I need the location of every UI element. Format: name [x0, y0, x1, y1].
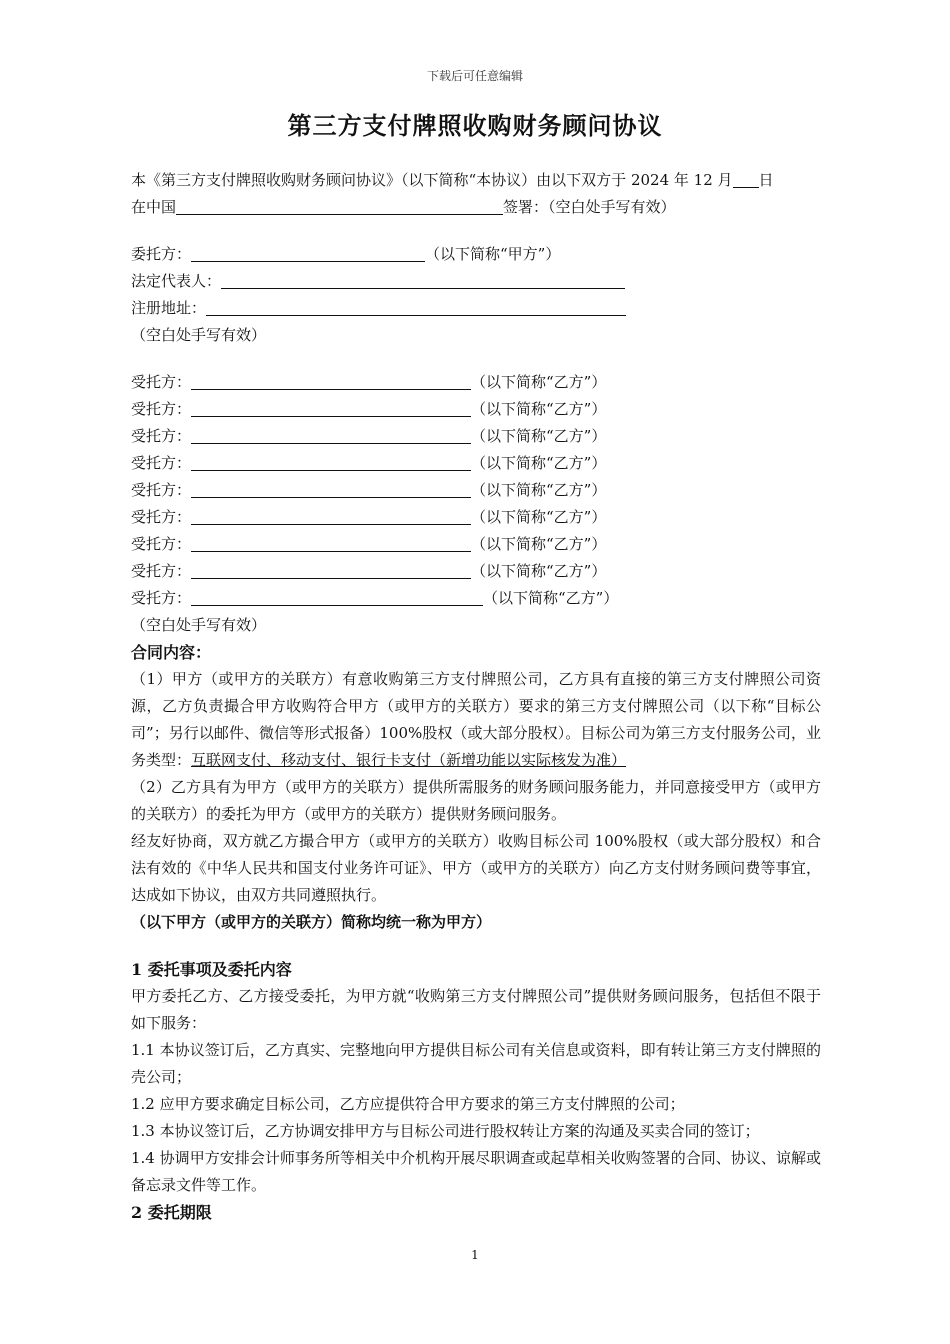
address-line: 注册地址：: [131, 295, 821, 322]
trustee-line: 受托方： （以下简称“乙方”）: [131, 535, 607, 553]
trustee-line: 受托方： （以下简称“乙方”）: [131, 400, 607, 418]
client-blank[interactable]: [191, 243, 425, 262]
trustee-line: 受托方： （以下简称“乙方”）: [131, 508, 607, 526]
trustee-blank[interactable]: [191, 533, 471, 552]
trustee-blank[interactable]: [191, 425, 471, 444]
legal-rep-blank[interactable]: [221, 270, 625, 289]
section-1-item: 1.3 本协议签订后，乙方协调安排甲方与目标公司进行股权转让方案的沟通及买卖合同的签订；: [131, 1122, 760, 1140]
trustee-line: 受托方： （以下简称“乙方”）: [131, 373, 607, 391]
legal-rep-line: 法定代表人：: [131, 268, 821, 295]
intro-line-1: 本《第三方支付牌照收购财务顾问协议》（以下简称“本协议）由以下双方于 2024 年 12 月 日: [131, 171, 774, 189]
trustee-blank[interactable]: [191, 398, 471, 417]
section-1-heading: 1 委托事项及委托内容: [131, 960, 292, 979]
section-1-item: 1.2 应甲方要求确定目标公司，乙方应提供符合甲方要求的第三方支付牌照的公司；: [131, 1095, 685, 1113]
party-a-note: （空白处手写有效）: [131, 326, 267, 344]
trustee-blank[interactable]: [191, 371, 471, 390]
document-title: 第三方支付牌照收购财务顾问协议: [287, 111, 663, 140]
contract-paragraph-1: （1）甲方（或甲方的关联方）有意收购第三方支付牌照公司，乙方具有直接的第三方支付牌照公司资源，乙方负责撮合甲方收购符合甲方（或甲方的关联方）要求的第三方支付牌照公司（以下称“目标公司”；另行以邮件、微信等形式报备）100%股权（或大部分股权）。目标公司为第三方支付服务公司，业务类型：互联网支付、移动支付、银行卡支付（新增功能以实际核发为准）: [131, 670, 821, 769]
trustee-blank[interactable]: [191, 479, 471, 498]
trustee-line: 受托方： （以下简称“乙方”）: [131, 427, 607, 445]
day-blank[interactable]: [733, 169, 759, 188]
client-line: 委托方： （以下简称“甲方”）: [131, 245, 561, 263]
section-1-intro: 甲方委托乙方、乙方接受委托，为甲方就“收购第三方支付牌照公司”提供财务顾问服务，包括但不限于如下服务：: [131, 987, 821, 1032]
trustee-blank[interactable]: [191, 506, 471, 525]
document-body: [131, 167, 821, 1226]
section-2-heading: 2 委托期限: [131, 1203, 212, 1222]
intro-line-2: 在中国 签署：（空白处手写有效）: [131, 198, 676, 216]
trustee-line: 受托方： （以下简称“乙方”）: [131, 589, 619, 607]
place-blank[interactable]: [176, 196, 503, 215]
trustee-line: 受托方： （以下简称“乙方”）: [131, 481, 607, 499]
contract-paragraph-4: （以下甲方（或甲方的关联方）简称均统一称为甲方）: [131, 913, 492, 931]
trustee-line: 受托方： （以下简称“乙方”）: [131, 562, 607, 580]
section-1-item: 1.4 协调甲方安排会计师事务所等相关中介机构开展尽职调查或起草相关收购签署的合同、协议、谅解或备忘录文件等工作。: [131, 1149, 821, 1194]
trustee-blank[interactable]: [191, 560, 471, 579]
contract-heading: 合同内容：: [131, 643, 212, 662]
page-header: 下载后可任意编辑: [426, 69, 523, 83]
trustee-line: 受托方： （以下简称“乙方”）: [131, 454, 607, 472]
party-b-note: （空白处手写有效）: [131, 616, 267, 634]
contract-paragraph-3: 经友好协商，双方就乙方撮合甲方（或甲方的关联方）收购目标公司 100%股权（或大部分股权）和合法有效的《中华人民共和国支付业务许可证》、甲方（或甲方的关联方）向乙方支付财务顾问费等事宜，达成如下协议，由双方共同遵照执行。: [131, 832, 821, 904]
section-1-item: 1.1 本协议签订后，乙方真实、完整地向甲方提供目标公司有关信息或资料，即有转让第三方支付牌照的壳公司；: [131, 1041, 821, 1086]
trustee-blank[interactable]: [191, 587, 483, 606]
page-number: 1: [471, 1248, 479, 1262]
contract-paragraph-2: （2）乙方具有为甲方（或甲方的关联方）提供所需服务的财务顾问服务能力，并同意接受甲方（或甲方的关联方）的委托为甲方（或甲方的关联方）提供财务顾问服务。: [131, 778, 821, 823]
trustee-blank[interactable]: [191, 452, 471, 471]
address-blank[interactable]: [206, 297, 626, 316]
